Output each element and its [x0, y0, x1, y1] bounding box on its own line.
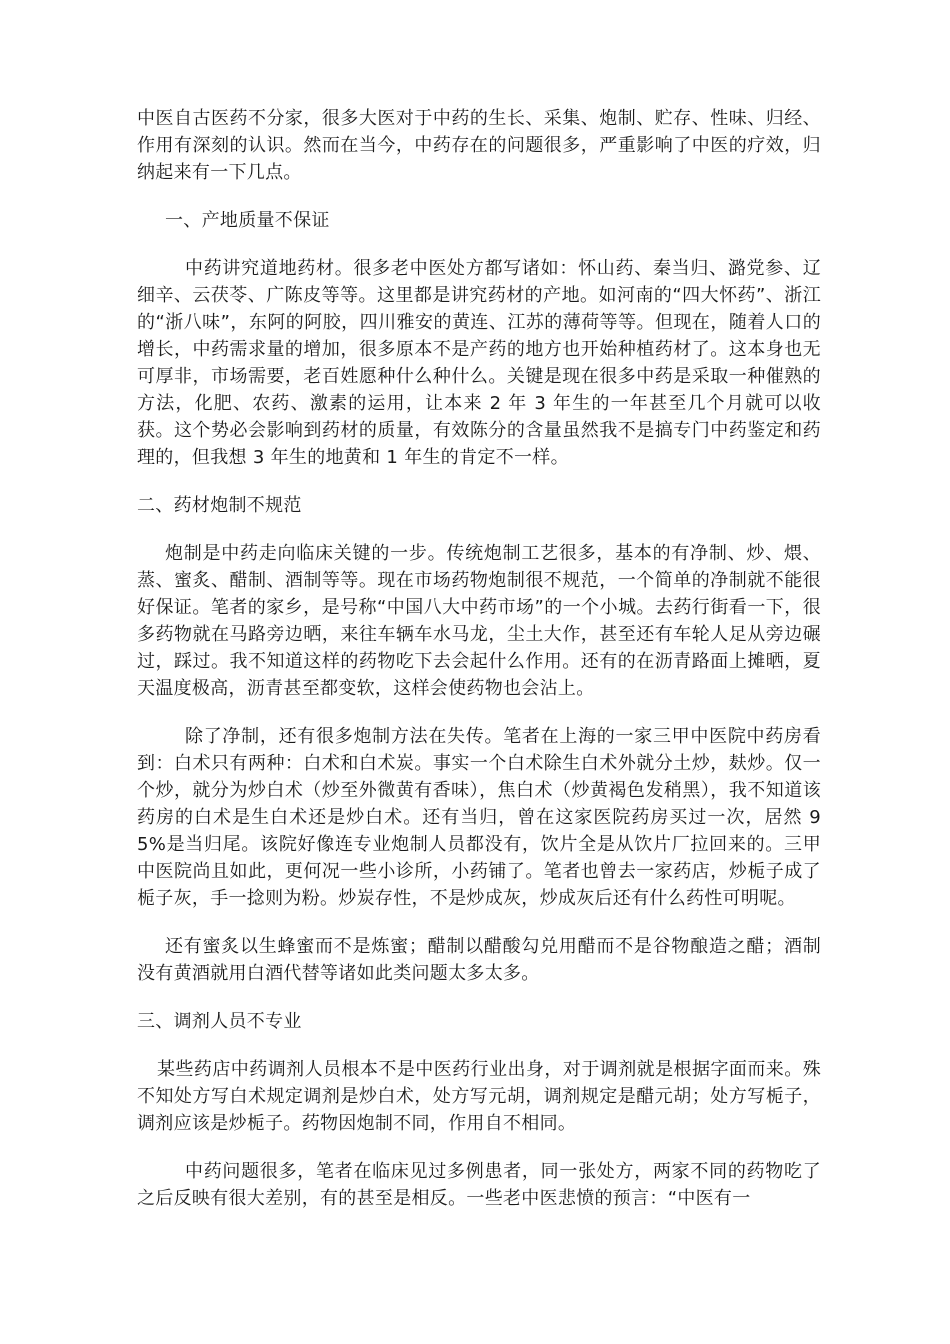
section-1-paragraph: 中药讲究道地药材。很多老中医处方都写诸如：怀山药、秦当归、潞党参、辽细辛、云茯苓、广陈皮等等。这里都是讲究药材的产地。如河南的“四大怀药”、浙江的“浙八味”，东阿的阿胶，四川雅安的黄连、江苏的薄荷等等。但现在，随着人口的增长，中药需求量的增加，很多原本不是产药的地方也开始种植药材了。这本身也无可厚非，市场需要，老百姓愿种什么种什么。关键是现在很多中药是采取一种催熟的方法，化肥、农药、激素的运用，让本来 2 年 3 年生的一年甚至几个月就可以收获。这个势必会影响到药材的质量，有效陈分的含量虽然我不是搞专门中药鉴定和药理的，但我想 3 年生的地黄和 1 年生的肯定不一样。 [137, 258, 821, 468]
section-1-heading: 一、产地质量不保证 [165, 210, 330, 231]
section-2-heading: 二、药材炮制不规范 [137, 495, 302, 516]
section-2-paragraph-2: 除了净制，还有很多炮制方法在失传。笔者在上海的一家三甲中医院中药房看到：白术只有两种：白术和白术炭。事实一个白术除生白术外就分土炒，麸炒。仅一个炒，就分为炒白术（炒至外微黄有香味），焦白术（炒黄褐色发稍黑），我不知道该药房的白术是生白术还是炒白术。还有当归，曾在这家医院药房买过一次，居然 95%是当归尾。该院好像连专业炮制人员都没有，饮片全是从饮片厂拉回来的。三甲中医院尚且如此，更何况一些小诊所，小药铺了。笔者也曾去一家药店，炒栀子成了栀子灰，手一捻则为粉。炒炭存性，不是炒成灰，炒成灰后还有什么药性可明呢。 [137, 726, 821, 909]
closing-paragraph: 中药问题很多，笔者在临床见过多例患者，同一张处方，两家不同的药物吃了之后反映有很大差别，有的甚至是相反。一些老中医悲愤的预言：“中医有一 [137, 1161, 821, 1209]
section-3-heading: 三、调剂人员不专业 [137, 1011, 302, 1032]
document-body [137, 105, 821, 1212]
section-3-paragraph: 某些药店中药调剂人员根本不是中医药行业出身，对于调剂就是根据字面而来。殊不知处方写白术规定调剂是炒白术，处方写元胡，调剂规定是醋元胡；处方写栀子，调剂应该是炒栀子。药物因炮制不同，作用自不相同。 [137, 1059, 821, 1134]
section-2-paragraph-1: 炮制是中药走向临床关键的一步。传统炮制工艺很多，基本的有净制、炒、煨、蒸、蜜炙、醋制、酒制等等。现在市场药物炮制很不规范，一个简单的净制就不能很好保证。笔者的家乡，是号称“中国八大中药市场”的一个小城。去药行街看一下，很多药物就在马路旁边晒，来往车辆车水马龙，尘土大作，甚至还有车轮人足从旁边碾过，踩过。我不知道这样的药物吃下去会起什么作用。还有的在沥青路面上摊晒，夏天温度极高，沥青甚至都变软，这样会使药物也会沾上。 [137, 543, 821, 699]
section-2-paragraph-3: 还有蜜炙以生蜂蜜而不是炼蜜；醋制以醋酸勾兑用醋而不是谷物酿造之醋；酒制没有黄酒就用白酒代替等诸如此类问题太多太多。 [137, 936, 821, 984]
intro-paragraph: 中医自古医药不分家，很多大医对于中药的生长、采集、炮制、贮存、性味、归经、作用有深刻的认识。然而在当今，中药存在的问题很多，严重影响了中医的疗效，归纳起来有一下几点。 [137, 108, 821, 183]
